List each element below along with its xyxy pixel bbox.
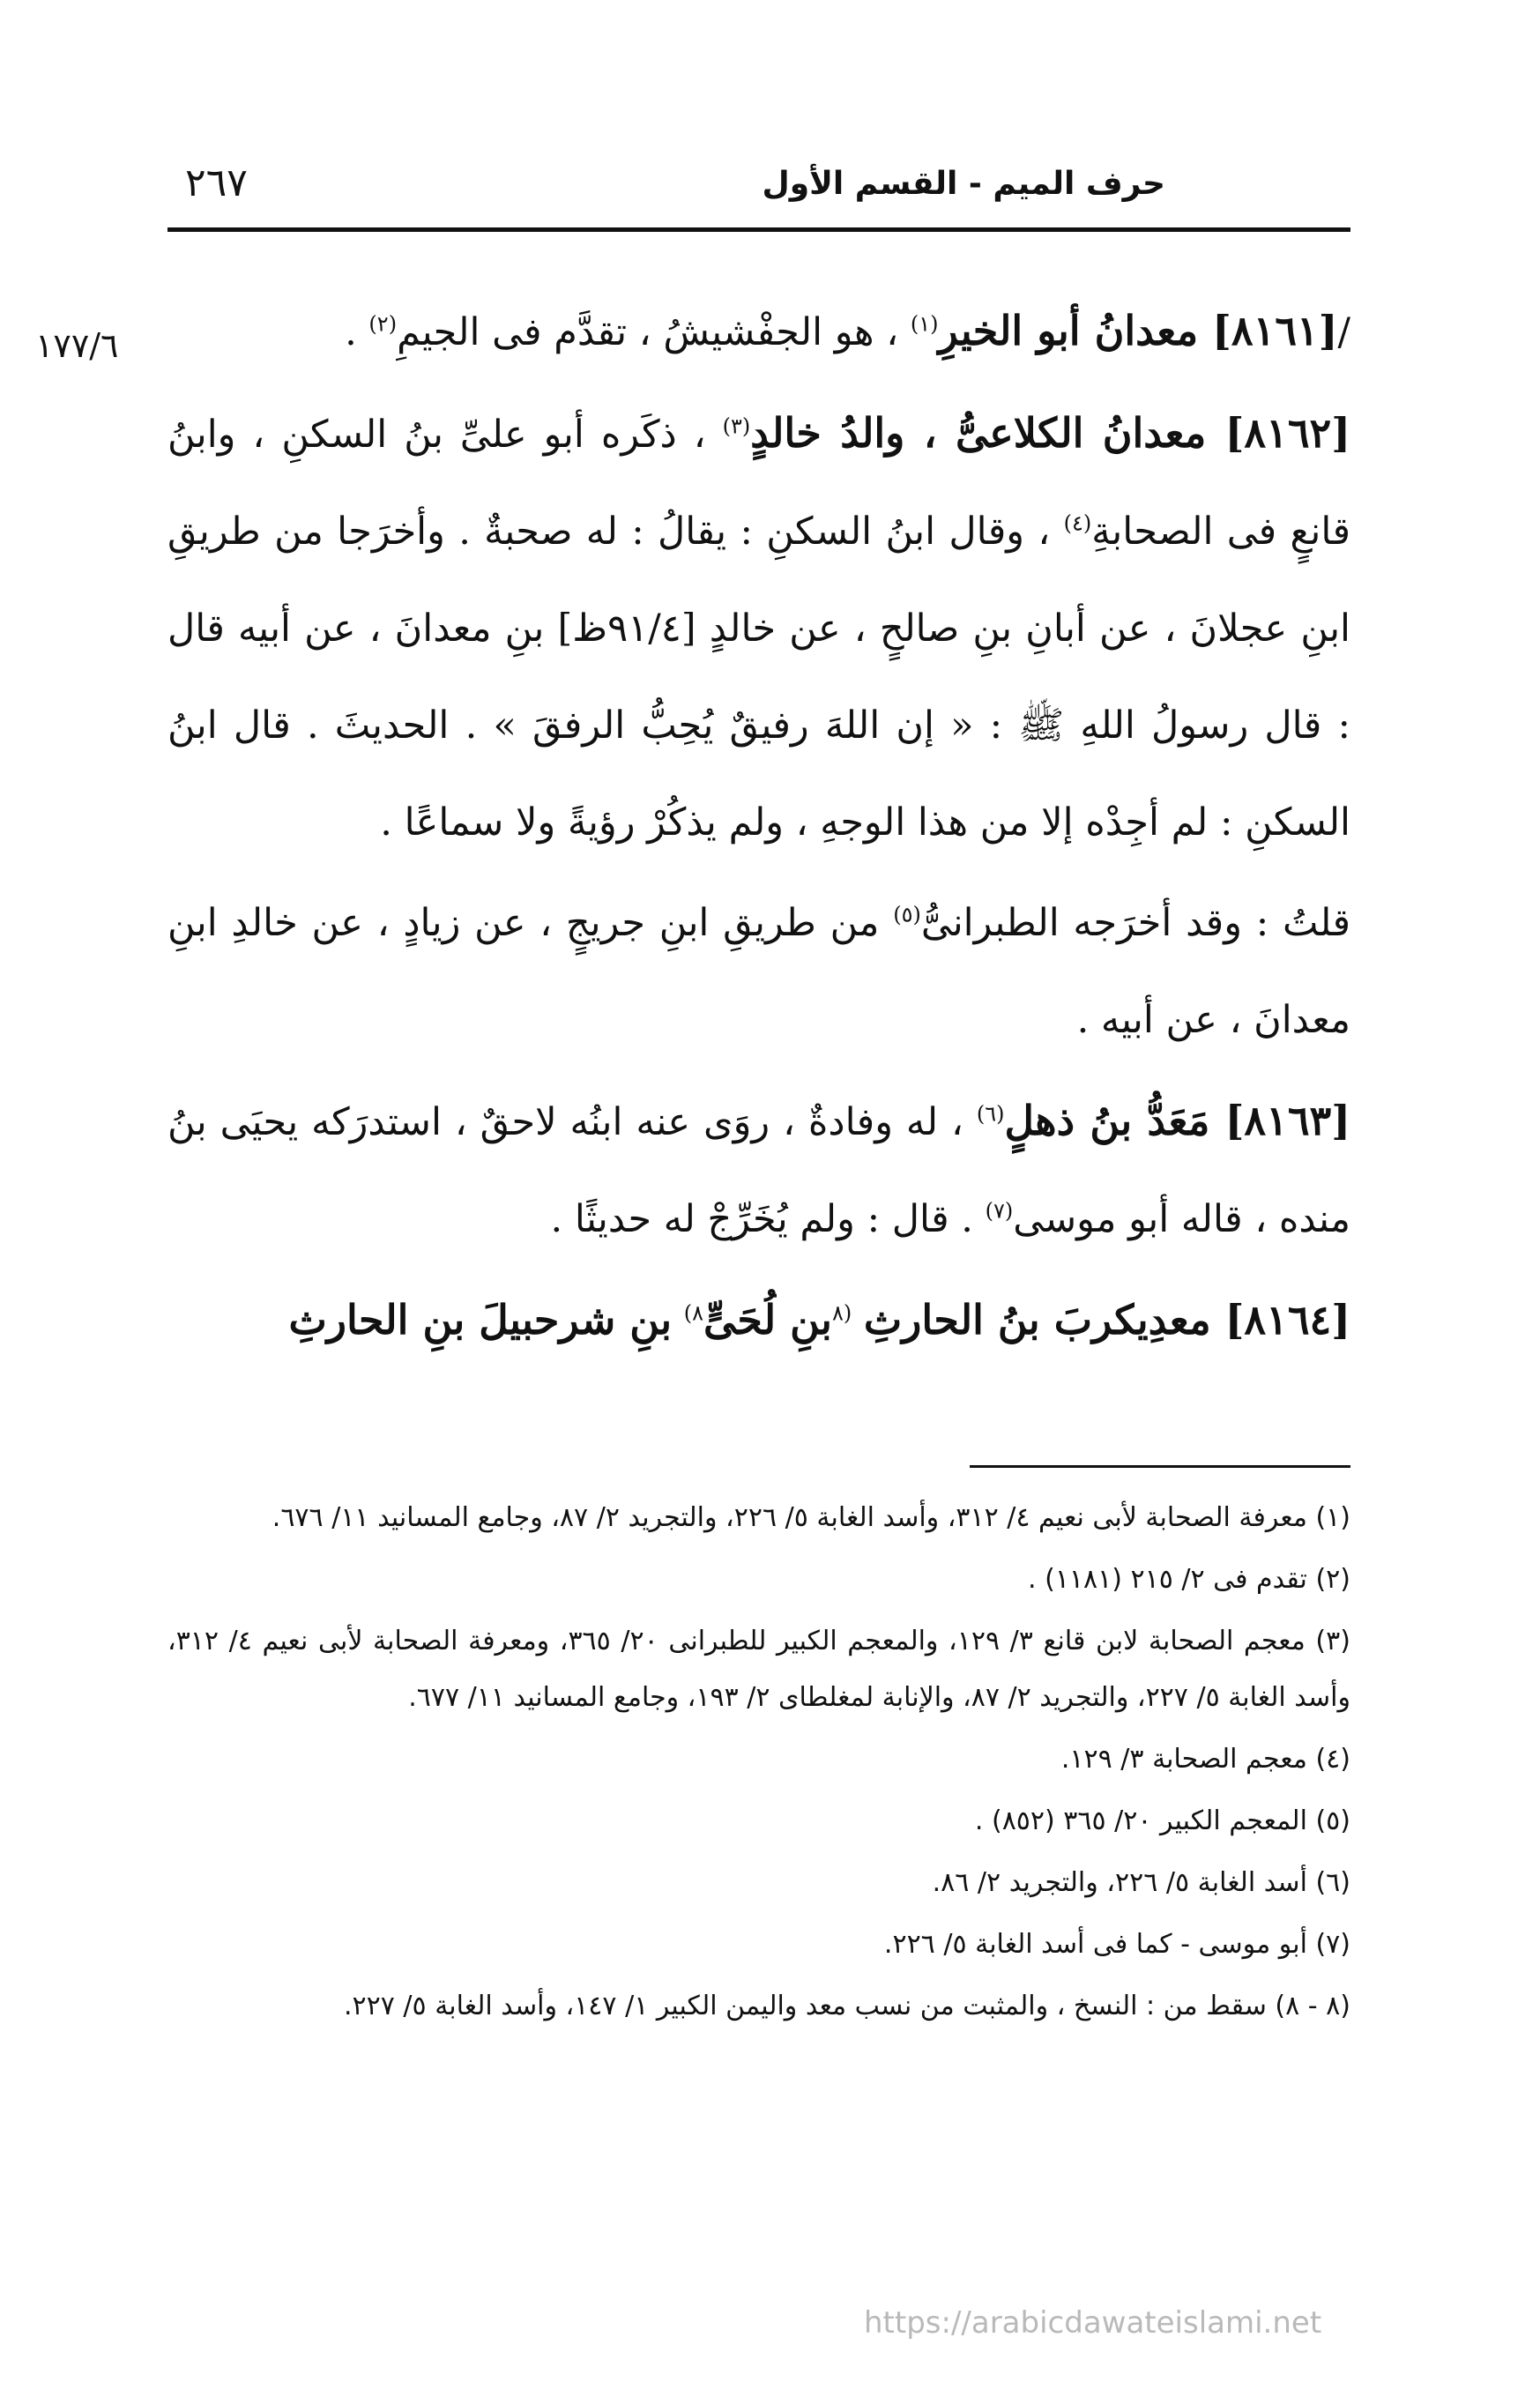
header-rule (167, 227, 1350, 232)
entry-heading-part: بنِ لُحَىٍّ (703, 1296, 832, 1344)
footnotes (167, 1490, 1350, 2040)
footnote-8: (٨ - ٨) سقط من : النسخ ، والمثبت من نسب معد واليمن الكبير ١/ ١٤٧، وأسد الغابة ٥/ ٢٢٧. (343, 1991, 1350, 2021)
footnote-mark: (٨ (831, 1300, 852, 1326)
footnote-mark: (٤) (1063, 510, 1092, 536)
entry-text: ، له وفادةٌ ، روَى عنه ابنُه لاحقٌ ، استدرَكه يحيَى بنُ منده ، قاله أبو موسى (167, 1100, 1350, 1241)
folio-slash: / (1337, 310, 1350, 354)
footnote-mark: (٣) (722, 413, 751, 439)
margin-reference: ١٧٧/٦ (35, 326, 119, 365)
entry-heading: [٨١٦٢] معدانُ الكلاعىُّ ، والدُ خالدٍ (750, 409, 1350, 457)
footnote-4: (٤) معجم الصحابة ٣/ ١٢٩. (1060, 1744, 1350, 1775)
footnote-mark: (٦) (976, 1101, 1005, 1127)
chapter-title: حرف الميم - القسم الأول (762, 166, 1165, 202)
footnote-mark: (٧) (985, 1198, 1014, 1224)
footnote-6: (٦) أسد الغابة ٥/ ٢٢٦، والتجريد ٢/ ٨٦. (932, 1867, 1350, 1898)
entry-text: ، هو الجفْشيشُ ، تقدَّم فى الجيمِ (397, 310, 899, 354)
main-text (167, 282, 1350, 1370)
entry-8161 (167, 282, 1350, 381)
footnote-mark: (١) (910, 311, 939, 337)
entry-heading: [٨١٦٣] مَعَدُّ بنُ ذهلٍ (1004, 1097, 1351, 1144)
footnote-1: (١) معرفة الصحابة لأبى نعيم ٤/ ٣١٢، وأسد الغابة ٥/ ٢٢٦، والتجريد ٢/ ٨٧، وجامع المسانيد ١١/ ٦٧٦. (272, 1502, 1350, 1533)
entry-8164 (167, 1271, 1350, 1370)
entry-heading: [٨١٦٤] معدِيكربَ بنُ الحارثِ (863, 1296, 1350, 1344)
entry-text: ، ذكَره أبو علىِّ بنُ السكنِ ، وابنُ قانعٍ فى الصحابةِ (167, 413, 1351, 554)
entry-8162-comment (167, 875, 1350, 1068)
entry-text: قلتُ : وقد أخرَجه الطبرانىُّ (920, 901, 1351, 945)
site-watermark: https://arabicdawateislami.net (864, 2305, 1322, 2341)
running-header (167, 160, 1350, 227)
entry-heading-part: بنِ شرحبيلَ بنِ الحارثِ (288, 1296, 673, 1344)
footnote-7: (٧) أبو موسى - كما فى أسد الغابة ٥/ ٢٢٦. (883, 1929, 1350, 1960)
entry-text: . (345, 310, 357, 354)
footnote-mark: ٨) (683, 1300, 704, 1326)
entry-heading: [٨١٦١] معدانُ أبو الخيرِ (938, 307, 1338, 354)
footnote-mark: (٢) (368, 311, 398, 337)
footnote-2: (٢) تقدم فى ٢/ ٢١٥ (١١٨١) . (1028, 1564, 1350, 1595)
footnote-mark: (٥) (893, 902, 921, 927)
footnote-rule (970, 1465, 1350, 1468)
entry-text: من طريقِ ابنِ جريجٍ ، عن زيادٍ ، عن خالدِ ابنِ معدانَ ، عن أبيه . (167, 901, 1350, 1042)
page-number: ٢٦٧ (185, 160, 248, 205)
entry-8163 (167, 1072, 1350, 1268)
entry-8162 (167, 384, 1350, 871)
footnote-5: (٥) المعجم الكبير ٢٠/ ٣٦٥ (٨٥٢) . (974, 1805, 1350, 1836)
footnote-3: (٣) معجم الصحابة لابن قانع ٣/ ١٢٩، والمعجم الكبير للطبرانى ٢٠/ ٣٦٥، ومعرفة الصحابة لأبى نعيم ٤/ ٣١٢، وأسد الغابة ٥/ ٢٢٧، والتجريد ٢/ ٨٧، والإنابة لمغلطاى ٢/ ١٩٣، وجامع المسانيد ١١/ ٦٧٧. (167, 1626, 1350, 1713)
entry-text: ، وقال ابنُ السكنِ : يقالُ : له صحبةٌ . وأخرَجا من طريقِ ابنِ عجلانَ ، عن أبانِ بنِ صالحٍ ، عن خالدٍ [٩١/٤ظ] بنِ معدانَ ، عن أبيه قال : قال رسولُ اللهِ ﷺ : « إن اللهَ رفيقٌ يُحِبُّ الرفقَ » . الحديثَ . قال ابنُ السكنِ : لم أجِدْه إلا من هذا الوجهِ ، ولم يذكُرْ رؤيةً ولا سماعًا . (167, 510, 1350, 845)
entry-text: . قال : ولم يُخَرِّجْ له حديثًا . (550, 1197, 973, 1241)
